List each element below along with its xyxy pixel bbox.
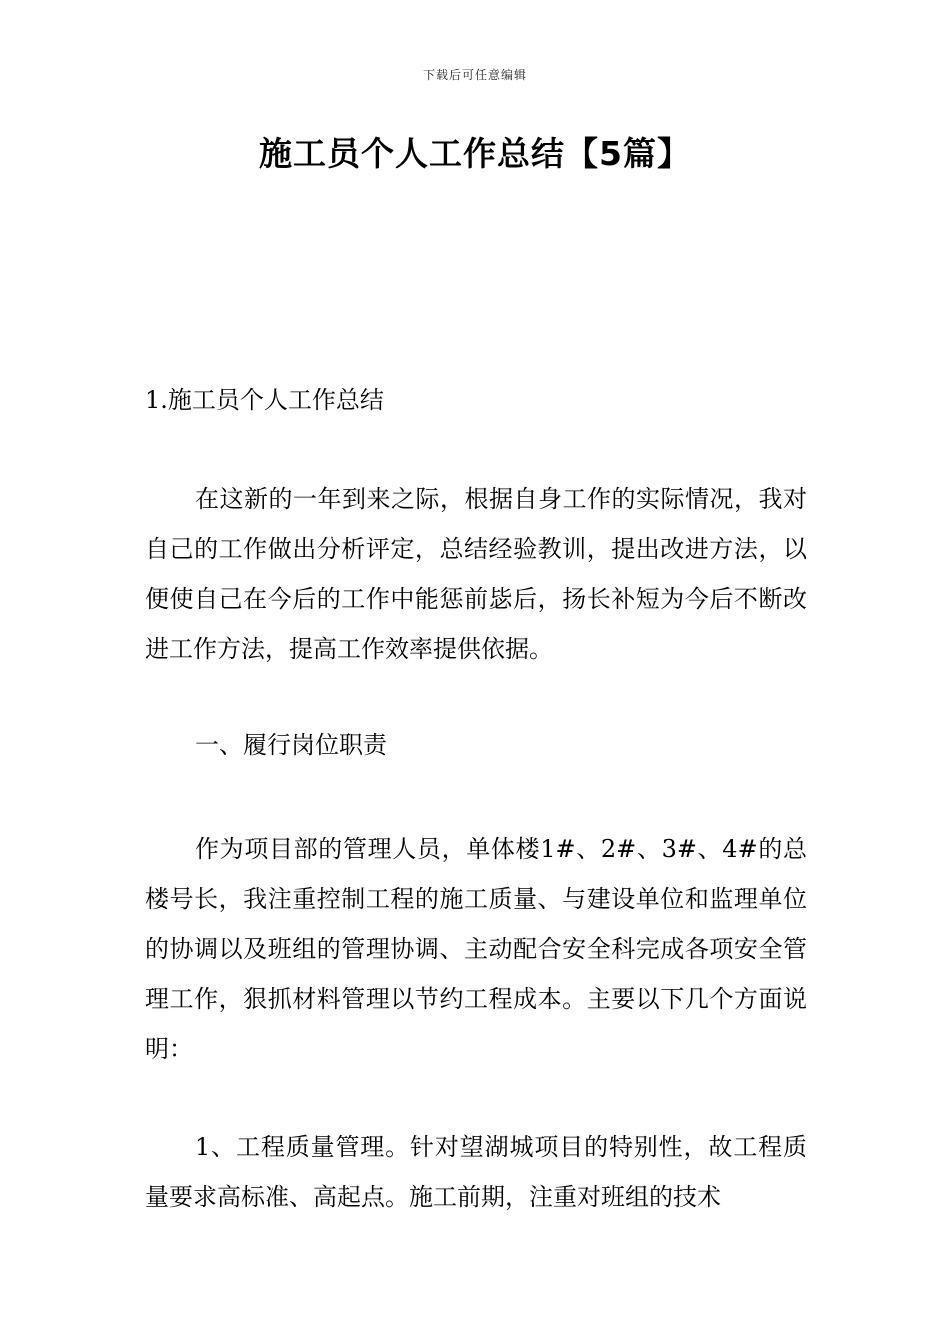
subheading-duties: 一、履行岗位职责 (195, 731, 387, 759)
document-title: 施工员个人工作总结【5篇】 (259, 134, 691, 173)
header-note: 下载后可任意编辑 (422, 68, 527, 82)
paragraph-quality: 1、工程质量管理。针对望湖城项目的特别性，故工程质量要求高标准、高起点。施工前期，注重对班组的技术 (145, 1133, 807, 1211)
paragraph-role: 作为项目部的管理人员，单体楼1#、2#、3#、4#的总楼号长，我注重控制工程的施工质量、与建设单位和监理单位的协调以及班组的管理协调、主动配合安全科完成各项安全管理工作，狠抓材料管理以节约工程成本。主要以下几个方面说明： (145, 835, 807, 1063)
paragraph-intro: 在这新的一年到来之际，根据自身工作的实际情况，我对自己的工作做出分析评定，总结经验教训，提出改进方法，以便使自己在今后的工作中能惩前毖后，扬长补短为今后不断改进工作方法，提高工作效率提供依据。 (145, 485, 807, 663)
section-heading: 1.施工员个人工作总结 (145, 386, 384, 414)
